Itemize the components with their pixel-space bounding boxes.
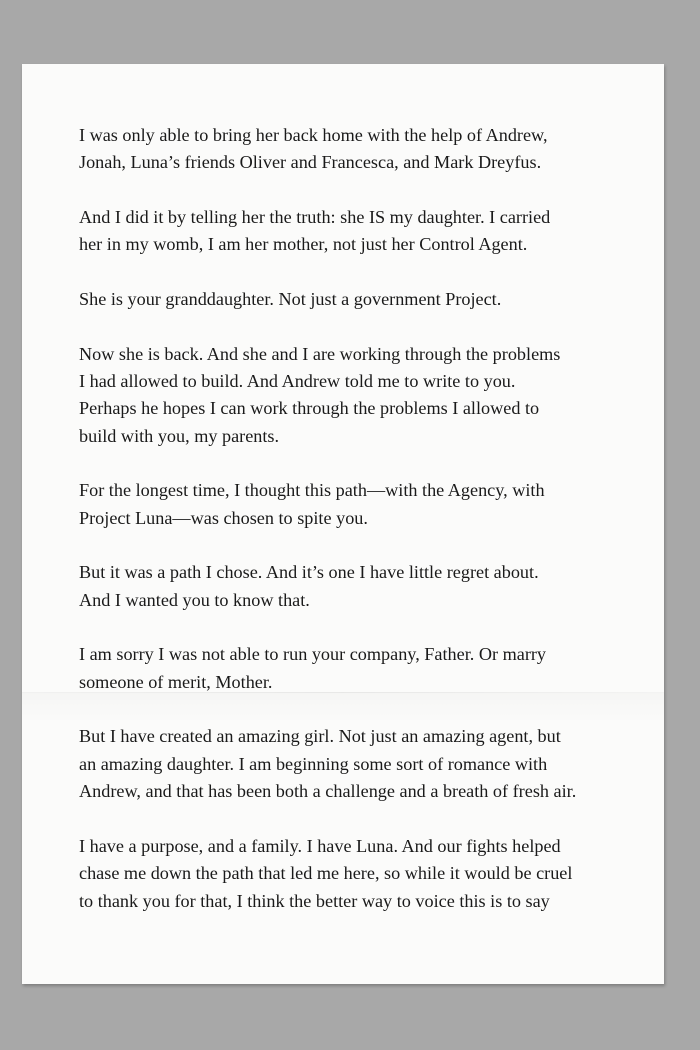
text-line: Now she is back. And she and I are working through the problems: [79, 343, 561, 364]
text-line: chase me down the path that led me here, so while it would be cruel: [79, 863, 573, 884]
text-line: But I have created an amazing girl. Not just an amazing agent, but: [79, 726, 561, 747]
text-line: to thank you for that, I think the better way to voice this is to say: [79, 890, 550, 911]
letter-page: [22, 64, 664, 984]
text-line: Andrew, and that has been both a challenge and a breath of fresh air.: [79, 781, 577, 802]
text-line: I have a purpose, and a family. I have Luna. And our fights helped: [79, 835, 561, 856]
text-line: I am sorry I was not able to run your company, Father. Or marry: [79, 644, 547, 665]
text-line: build with you, my parents.: [79, 425, 280, 446]
paragraph: [79, 477, 624, 532]
text-line: She is your granddaughter. Not just a government Project.: [79, 289, 502, 309]
paragraph: [79, 559, 624, 614]
text-line: I was only able to bring her back home with the help of Andrew,: [79, 125, 548, 145]
text-line: Jonah, Luna’s friends Oliver and Francesca, and Mark Dreyfus.: [79, 152, 542, 173]
text-line: Perhaps he hopes I can work through the problems I allowed to: [79, 398, 540, 419]
text-line: And I did it by telling her the truth: she IS my daughter. I carried: [79, 207, 551, 227]
text-line: an amazing daughter. I am beginning some sort of romance with: [79, 753, 548, 774]
text-line: Project Luna—was chosen to spite you.: [79, 507, 368, 528]
paragraph: [79, 641, 624, 696]
paragraph: [79, 723, 624, 805]
text-line: For the longest time, I thought this path—with the Agency, with: [79, 480, 545, 501]
paragraph: [79, 833, 624, 915]
paragraph: [79, 286, 624, 313]
text-line: her in my womb, I am her mother, not just her Control Agent.: [79, 234, 528, 255]
text-line: someone of merit, Mother.: [79, 671, 273, 692]
paragraph: [79, 204, 624, 259]
text-line: And I wanted you to know that.: [79, 589, 310, 610]
paragraph: [79, 341, 624, 451]
paragraph: [79, 122, 624, 177]
text-line: I had allowed to build. And Andrew told me to write to you.: [79, 371, 516, 391]
text-line: But it was a path I chose. And it’s one I have little regret about.: [79, 562, 539, 583]
